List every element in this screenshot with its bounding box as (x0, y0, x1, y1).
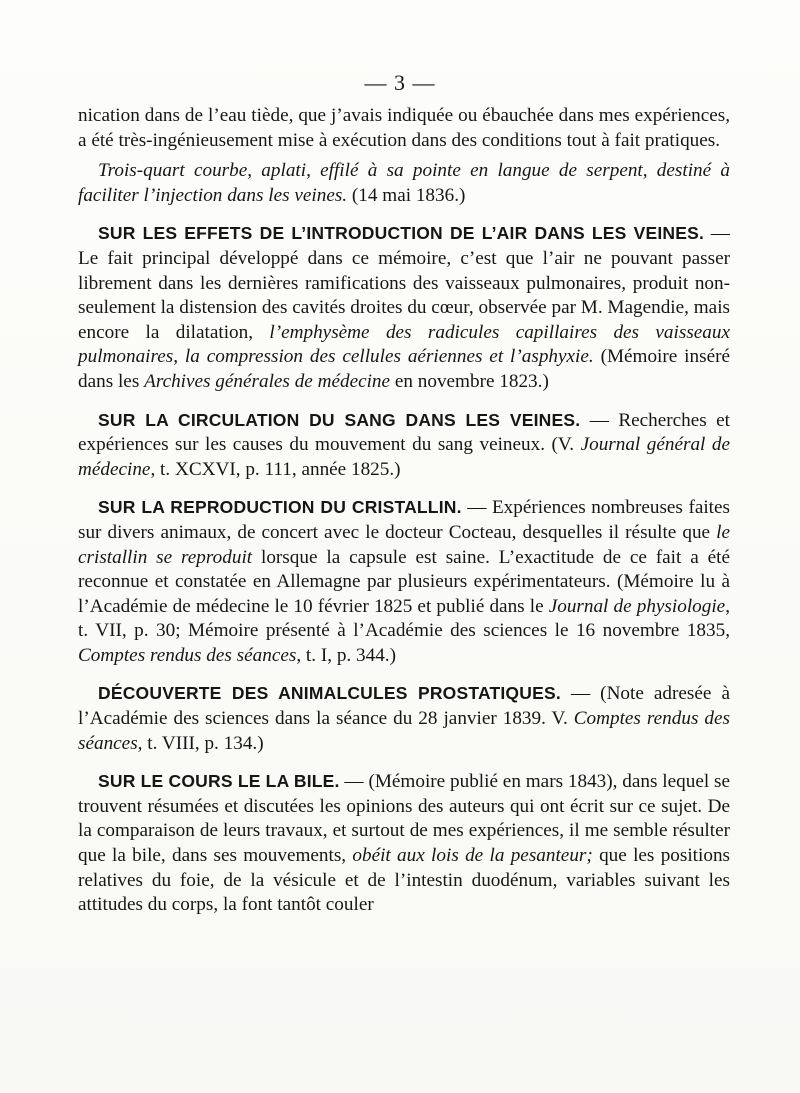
entry-text: lorsque la capsule est saine. L’exactitude de ce fait a été reconnue et constatée en Allemagne par plusieurs expérimentateurs. (Mémoire lu à l’Académie de médecine le 10 février 1825 et publié dans le (78, 546, 730, 617)
trocar-note (78, 159, 730, 208)
entry-paragraph (78, 221, 730, 394)
entry-italic-text: le cristallin se reproduit (78, 521, 730, 568)
entries-list (78, 221, 730, 917)
entry-text: , t. I, p. 344.) (296, 644, 396, 666)
entry-paragraph (78, 495, 730, 668)
entry-text: , t. VIII, p. 134.) (137, 732, 264, 754)
entry-text: — Expériences nombreuses faites sur divers animaux, de concert avec le docteur Cocteau, desquelles il résulte que (78, 497, 730, 543)
entry-italic-text: obéit aux lois de la pesanteur; (352, 845, 593, 867)
entry-text: — Recherches et expériences sur les causes du mouvement du sang veineux. (V. (78, 409, 730, 456)
entry-italic-text: Comptes rendus des séances (78, 708, 730, 754)
entry-heading: SUR LE COURS LE LA BILE. (98, 771, 340, 792)
entry-text: — Le fait principal développé dans ce mémoire, c’est que l’air ne pouvant passer librement dans les dernières ramifications des vaisseaux pulmonaires, produit non-seulement la distension des cavités droites du cœur, observée par M. Magendie, mais encore la dilatation, (78, 223, 730, 343)
entry-italic-text: Archives générales de médecine (144, 370, 391, 392)
entry-text: — (Note adresée à l’Académie des sciences dans la séance du 28 janvier 1839. V. (78, 683, 730, 730)
entry-text: que les positions relatives du foie, de la vésicule et de l’intestin duodénum, variables suivant les attitudes du corps, la font tantôt couler (78, 845, 730, 916)
page-body (78, 104, 730, 931)
trocar-note-italic: Trois-quart courbe, aplati, effilé à sa pointe en langue de serpent, destiné à faciliter l’injection dans les veines. (78, 160, 730, 206)
entry-italic-text: Comptes rendus des séances (78, 644, 297, 666)
entry-paragraph (78, 769, 730, 918)
intro-paragraph: nication dans de l’eau tiède, que j’avais indiquée ou ébauchée dans mes expériences, a été très-ingénieusement mise à exécution dans des conditions tout à fait pratiques. (78, 105, 730, 151)
entry-text: — (Mémoire publié en mars 1843), dans lequel se trouvent résumées et discutées les opinions des auteurs qui ont écrit sur ce sujet. De la comparaison de leurs travaux, et surtout de mes expériences, il me semble résulter que la bile, dans ses mouvements, (78, 771, 731, 867)
entry-text: , t. VII, p. 30; Mémoire présenté à l’Académie des sciences le 16 novembre 1835, (78, 595, 730, 642)
entry-text: en novembre 1823.) (390, 370, 549, 392)
entry-paragraph (78, 408, 730, 483)
entry-heading: SUR LA REPRODUCTION DU CRISTALLIN. (98, 497, 462, 518)
entry-heading: SUR LA CIRCULATION DU SANG DANS LES VEINES. (98, 409, 581, 430)
entry-italic-text: Journal général de médecine (78, 434, 730, 480)
entry-text: , t. XCXVI, p. 111, année 1825.) (150, 458, 401, 480)
entry-italic-text: Journal de physiologie (548, 595, 726, 617)
entry-text: (Mémoire inséré dans les (78, 346, 730, 392)
trocar-note-date: (14 mai 1836.) (347, 184, 466, 206)
entry-italic-text: l’emphysème des radicules capillaires des vaisseaux pulmonaires, la compression des cellules aériennes et l’asphyxie. (78, 321, 731, 368)
entry-heading: DÉCOUVERTE DES ANIMALCULES PROSTATIQUES. (98, 683, 561, 704)
entry-heading: SUR LES EFFETS DE L’INTRODUCTION DE L’AIR DANS LES VEINES. (98, 223, 705, 244)
entry-paragraph (78, 681, 730, 756)
page-number: — 3 — (364, 70, 436, 95)
